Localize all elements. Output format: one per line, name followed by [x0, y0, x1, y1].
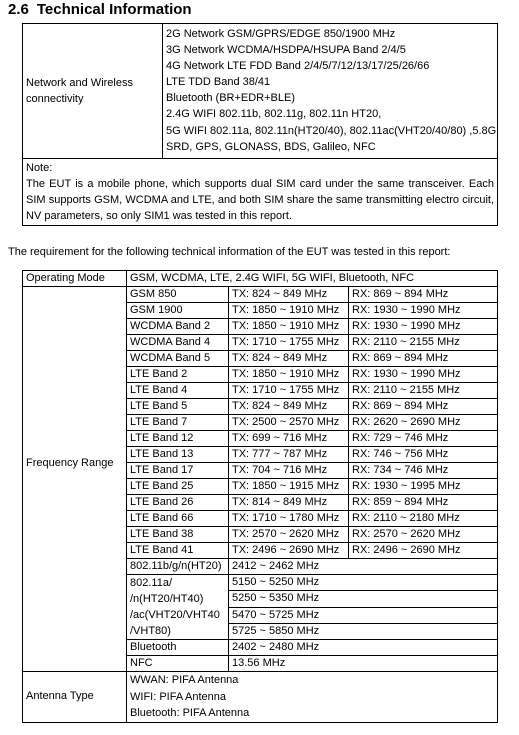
band-rx: RX: 2110 ~ 2155 MHz — [349, 335, 498, 351]
band-name: LTE Band 38 — [127, 527, 229, 543]
band-rx: RX: 1930 ~ 1990 MHz — [349, 303, 498, 319]
antenna-cell — [127, 672, 498, 723]
bluetooth-value: 2402 ~ 2480 MHz — [229, 640, 498, 656]
network-line: 5G WIFI 802.11a, 802.11n(HT20/40), 802.11ac(VHT20/40/80) ,5.8G — [166, 124, 497, 137]
antenna-label: Antenna Type — [23, 672, 127, 723]
frequency-range-label: Frequency Range — [23, 287, 127, 640]
network-label: Network and Wireless connectivity — [23, 24, 163, 159]
network-line: 4G Network LTE FDD Band 2/4/5/7/12/13/17/25/26/66 — [166, 60, 430, 73]
wifi5-band-line: /n(HT20/HT40) — [130, 593, 204, 605]
table-row — [23, 287, 498, 303]
band-tx: TX: 777 ~ 787 MHz — [229, 447, 349, 463]
band-rx: RX: 1930 ~ 1990 MHz — [349, 319, 498, 335]
note-text: The EUT is a mobile phone, which supports dual SIM card under the same transceiver. Each SIM supports GSM, WCDMA and LTE, and both SIM share the same transmitting electro circuit, NV parameters, so only SIM1 was tested in this report. — [26, 177, 494, 222]
bluetooth-row — [23, 640, 498, 656]
band-rx: RX: 869 ~ 894 MHz — [349, 287, 498, 303]
wifi5-band-line: /VHT80) — [130, 625, 171, 637]
band-tx: TX: 699 ~ 716 MHz — [229, 431, 349, 447]
section-title: Technical Information — [36, 1, 192, 18]
band-rx: RX: 2110 ~ 2155 MHz — [349, 383, 498, 399]
band-tx: TX: 2496 ~ 2690 MHz — [229, 543, 349, 559]
network-line: 2G Network GSM/GPRS/EDGE 850/1900 MHz — [166, 28, 396, 40]
band-rx: RX: 746 ~ 756 MHz — [349, 447, 498, 463]
band-tx: TX: 824 ~ 849 MHz — [229, 351, 349, 367]
band-name: LTE Band 12 — [127, 431, 229, 447]
network-line: Bluetooth (BR+EDR+BLE) — [166, 92, 296, 105]
connectivity-table — [22, 23, 498, 226]
band-name: LTE Band 66 — [127, 511, 229, 527]
nfc-row — [23, 656, 498, 672]
network-line: 2.4G WIFI 802.11b, 802.11g, 802.11n HT20, — [166, 108, 382, 121]
band-rx: RX: 2110 ~ 2180 MHz — [349, 511, 498, 527]
band-name: GSM 850 — [127, 287, 229, 303]
band-name: LTE Band 4 — [127, 383, 229, 399]
antenna-line: WIFI: PIFA Antenna — [130, 690, 226, 703]
requirement-text: The requirement for the following technical information of the EUT was tested in this report: — [8, 246, 451, 258]
band-rx: RX: 734 ~ 746 MHz — [349, 463, 498, 479]
wifi5-value: 5250 ~ 5350 MHz — [229, 591, 498, 607]
band-rx: RX: 1930 ~ 1990 MHz — [349, 367, 498, 383]
band-tx: TX: 704 ~ 716 MHz — [229, 463, 349, 479]
band-name: LTE Band 41 — [127, 543, 229, 559]
antenna-line: Bluetooth: PIFA Antenna — [130, 707, 250, 719]
wifi5-value: 5150 ~ 5250 MHz — [229, 575, 498, 591]
band-rx: RX: 2570 ~ 2620 MHz — [349, 527, 498, 543]
note-title: Note: — [26, 161, 53, 174]
wifi24-band: 802.11b/g/n(HT20) — [127, 559, 229, 575]
band-rx: RX: 2620 ~ 2690 MHz — [349, 415, 498, 431]
nfc-band: NFC — [127, 656, 229, 672]
band-name: LTE Band 7 — [127, 415, 229, 431]
band-name: LTE Band 2 — [127, 367, 229, 383]
frequency-range-label-cont — [23, 656, 127, 672]
band-name: LTE Band 17 — [127, 463, 229, 479]
band-tx: TX: 814 ~ 849 MHz — [229, 495, 349, 511]
band-tx: TX: 2570 ~ 2620 MHz — [229, 527, 349, 543]
wifi5-value: 5470 ~ 5725 MHz — [229, 607, 498, 623]
section-number: 2.6 — [8, 1, 29, 18]
band-tx: TX: 1850 ~ 1915 MHz — [229, 479, 349, 495]
band-tx: TX: 824 ~ 849 MHz — [229, 399, 349, 415]
band-name: GSM 1900 — [127, 303, 229, 319]
technical-info-table — [22, 270, 498, 723]
band-name: LTE Band 5 — [127, 399, 229, 415]
note-cell — [23, 158, 498, 225]
band-name: LTE Band 13 — [127, 447, 229, 463]
frequency-range-label-cont — [23, 640, 127, 656]
bluetooth-band: Bluetooth — [127, 640, 229, 656]
network-line: 3G Network WCDMA/HSDPA/HSUPA Band 2/4/5 — [166, 44, 406, 57]
network-line: LTE TDD Band 38/41 — [166, 76, 271, 89]
band-tx: TX: 1710 ~ 1780 MHz — [229, 511, 349, 527]
band-tx: TX: 2500 ~ 2570 MHz — [229, 415, 349, 431]
band-tx: TX: 1710 ~ 1755 MHz — [229, 335, 349, 351]
band-rx: RX: 2496 ~ 2690 MHz — [349, 543, 498, 559]
band-rx: RX: 729 ~ 746 MHz — [349, 431, 498, 447]
band-name: WCDMA Band 4 — [127, 335, 229, 351]
band-tx: TX: 824 ~ 849 MHz — [229, 287, 349, 303]
nfc-value: 13.56 MHz — [229, 656, 498, 672]
band-rx: RX: 1930 ~ 1995 MHz — [349, 479, 498, 495]
wifi5-band — [127, 575, 229, 640]
operating-mode-value: GSM, WCDMA, LTE, 2.4G WIFI, 5G WIFI, Bluetooth, NFC — [127, 271, 498, 287]
antenna-row — [23, 672, 498, 723]
network-spec-cell — [163, 24, 498, 159]
band-name: WCDMA Band 2 — [127, 319, 229, 335]
band-rx: RX: 869 ~ 894 MHz — [349, 399, 498, 415]
band-rx: RX: 869 ~ 894 MHz — [349, 351, 498, 367]
wifi5-value: 5725 ~ 5850 MHz — [229, 623, 498, 639]
band-tx: TX: 1710 ~ 1755 MHz — [229, 383, 349, 399]
network-line: SRD, GPS, GLONASS, BDS, Galileo, NFC — [166, 140, 376, 153]
wifi5-band-line: /ac(VHT20/VHT40 — [130, 609, 220, 621]
band-name: LTE Band 26 — [127, 495, 229, 511]
band-tx: TX: 1850 ~ 1910 MHz — [229, 319, 349, 335]
wifi24-value: 2412 ~ 2462 MHz — [229, 559, 498, 575]
antenna-line: WWAN: PIFA Antenna — [130, 674, 239, 686]
section-heading — [8, 1, 192, 18]
operating-mode-row — [23, 271, 498, 287]
operating-mode-label: Operating Mode — [23, 271, 127, 287]
band-name: WCDMA Band 5 — [127, 351, 229, 367]
band-tx: TX: 1850 ~ 1910 MHz — [229, 303, 349, 319]
band-rx: RX: 859 ~ 894 MHz — [349, 495, 498, 511]
wifi5-band-line: 802.11a/ — [130, 577, 173, 589]
band-tx: TX: 1850 ~ 1910 MHz — [229, 367, 349, 383]
band-name: LTE Band 25 — [127, 479, 229, 495]
